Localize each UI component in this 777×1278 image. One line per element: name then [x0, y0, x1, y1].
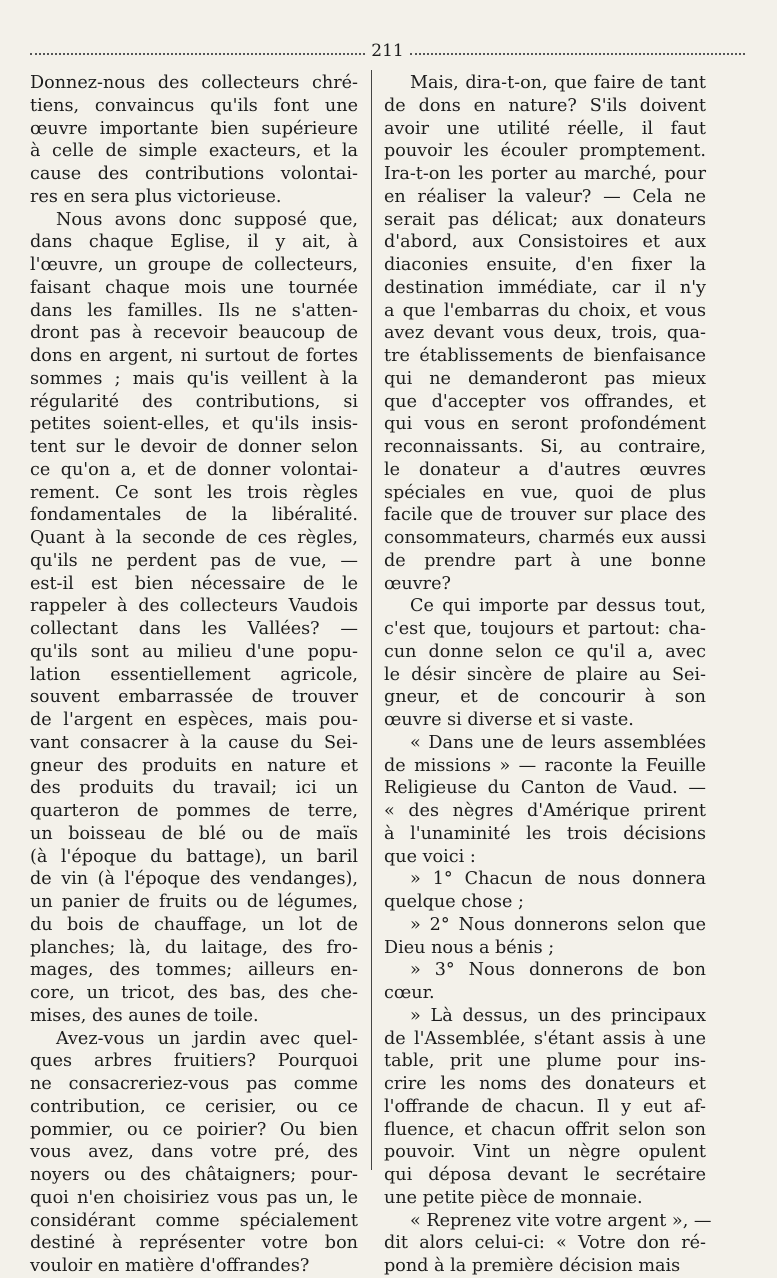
text-line: vouloir en matière d'offrandes?: [30, 1256, 310, 1276]
text-line: pouvoir. Vint un nègre opulent: [384, 1142, 706, 1163]
text-line: Dieu nous a bénis ;: [384, 937, 555, 958]
text-line: noyers ou des châtaigners; pour-: [30, 1165, 358, 1185]
text-line: une petite pièce de monnaie.: [384, 1187, 643, 1208]
text-line: est-il est bien nécessaire de le: [30, 573, 358, 594]
text-line: en réaliser la valeur? — Cela ne: [384, 186, 706, 207]
text-line: contribution, ce cerisier, ou ce: [30, 1096, 358, 1117]
text-line: crire les noms des donateurs et: [384, 1074, 706, 1094]
text-line: dans chaque Eglise, il y ait, à: [30, 232, 358, 253]
header-rule-right: [410, 53, 745, 55]
column-divider: [371, 70, 372, 1170]
text-line: de missions » — raconte la Feuille: [384, 755, 706, 776]
text-line: pouvoir les écouler promptement.: [384, 141, 706, 162]
text-line: des produits du travail; ici un: [30, 778, 358, 799]
text-line: planches; là, du laitage, des fro-: [30, 937, 358, 958]
text-line: qu'ils sont au milieu d'une popu-: [30, 641, 358, 662]
text-line: « des nègres d'Amérique prirent: [384, 801, 706, 821]
text-line: dront pas à recevoir beaucoup de: [30, 323, 358, 344]
text-line: considérant comme spécialement: [30, 1210, 358, 1231]
text-line: mises, des aunes de toile.: [30, 1005, 259, 1026]
text-line: un boisseau de blé ou de maïs: [30, 823, 358, 844]
text-line: destiné à représenter votre bon: [30, 1233, 358, 1254]
text-line: faisant chaque mois une tournée: [30, 277, 358, 298]
text-line: consommateurs, charmés eux aussi: [384, 528, 706, 548]
text-line: destination immédiate, car il n'y: [384, 277, 706, 298]
text-line: Avez-vous un jardin avec quel-: [56, 1028, 358, 1049]
text-line: de prendre part à une bonne: [384, 550, 706, 571]
text-line: Nous avons donc supposé que,: [56, 209, 358, 230]
text-line: Religieuse du Canton de Vaud. —: [384, 778, 706, 799]
text-line: à celle de simple exacteurs, et la: [30, 141, 358, 162]
text-line: c'est que, toujours et partout: cha-: [384, 619, 706, 639]
text-line: facile que de trouver sur place des: [384, 505, 706, 526]
text-line: serait pas délicat; aux donateurs: [384, 209, 706, 230]
text-line: le donateur a d'autres œuvres: [384, 459, 706, 480]
right-column: [384, 72, 712, 1278]
text-line: avez devant vous deux, trois, qua-: [384, 323, 706, 344]
text-line: Ce qui importe par dessus tout,: [410, 596, 706, 617]
text-line: cun donne selon ce qu'il a, avec: [384, 641, 706, 662]
text-line: rappeler à des collecteurs Vaudois: [30, 596, 358, 617]
text-line: qui ne demanderont pas mieux: [384, 368, 706, 389]
text-line: du bois de chauffage, un lot de: [30, 914, 358, 935]
text-line: d'abord, aux Consistoires et aux: [384, 232, 706, 253]
text-line: Donnez-nous des collecteurs chré-: [30, 73, 358, 93]
text-line: vous avez, dans votre pré, des: [30, 1142, 358, 1163]
text-line: le désir sincère de plaire au Sei-: [384, 664, 706, 685]
text-line: quelque chose ;: [384, 892, 524, 912]
text-line: diaconies ensuite, d'en fixer la: [384, 255, 706, 275]
text-line: un panier de fruits ou de légumes,: [30, 892, 358, 912]
text-line: qui vous en seront profondément: [384, 414, 706, 435]
text-line: œuvre?: [384, 573, 451, 594]
text-line: gneur des produits en nature et: [30, 755, 358, 776]
text-line: tre établissements de bienfaisance: [384, 346, 706, 366]
text-line: ques arbres fruitiers? Pourquoi: [30, 1051, 358, 1072]
text-line: que d'accepter vos offrandes, et: [384, 391, 706, 412]
text-line: œuvre importante bien supérieure: [30, 118, 358, 139]
header-rule-left: [30, 53, 365, 55]
text-line: dit alors celui-ci: « Votre don ré-: [384, 1233, 706, 1254]
text-line: » Là dessus, un des principaux: [410, 1005, 706, 1026]
text-line: quoi n'en choisiriez vous pas un, le: [30, 1187, 358, 1208]
text-line: res en sera plus victorieuse.: [30, 186, 282, 207]
text-line: cœur.: [384, 983, 435, 1003]
text-line: cause des contributions volontai-: [30, 164, 358, 184]
text-line: Quant à la seconde de ces règles,: [30, 528, 358, 548]
text-line: fluence, et chacun offrit selon son: [384, 1119, 706, 1140]
text-line: a que l'embarras du choix, et vous: [384, 300, 706, 321]
left-column: [30, 72, 358, 1278]
text-line: de vin (à l'époque des vendanges),: [30, 869, 358, 890]
text-line: souvent embarrassée de trouver: [30, 687, 358, 708]
text-line: table, prit une plume pour ins-: [384, 1051, 706, 1072]
text-line: qui déposa devant le secrétaire: [384, 1165, 706, 1185]
text-line: l'offrande de chacun. Il y eut af-: [384, 1096, 706, 1117]
text-line: collectant dans les Vallées? —: [30, 619, 358, 639]
text-line: à l'unaminité les trois décisions: [384, 823, 706, 844]
text-line: tiens, convaincus qu'ils font une: [30, 95, 358, 116]
text-line: quarteron de pommes de terre,: [30, 801, 358, 821]
text-line: pommier, ou ce poirier? Ou bien: [30, 1119, 358, 1140]
text-line: core, un tricot, des bas, des che-: [30, 983, 358, 1003]
text-line: rement. Ce sont les trois règles: [30, 482, 358, 503]
text-line: pond à la première décision mais: [384, 1256, 681, 1276]
text-line: l'œuvre, un groupe de collecteurs,: [30, 255, 358, 275]
text-line: tent sur le devoir de donner selon: [30, 437, 358, 457]
page-header: [30, 40, 745, 62]
text-line: ne consacreriez-vous pas comme: [30, 1074, 358, 1094]
text-line: « Reprenez vite votre argent », —: [410, 1210, 712, 1231]
text-line: Mais, dira-t-on, que faire de tant: [410, 73, 706, 93]
page-number: 211: [371, 40, 404, 61]
text-line: sommes ; mais qu'is veillent à la: [30, 368, 358, 389]
text-line: reconnaissants. Si, au contraire,: [384, 437, 706, 457]
text-line: de l'Assemblée, s'étant assis à une: [384, 1028, 706, 1049]
text-line: avoir une utilité réelle, il faut: [384, 118, 706, 139]
text-line: (à l'époque du battage), un baril: [30, 846, 358, 867]
text-line: lation essentiellement agricole,: [30, 664, 358, 685]
text-line: spéciales en vue, quoi de plus: [384, 482, 706, 503]
text-line: » 1° Chacun de nous donnera: [410, 869, 706, 890]
text-line: que voici :: [384, 846, 476, 867]
text-line: Ira-t-on les porter au marché, pour: [384, 164, 706, 184]
text-line: » 3° Nous donnerons de bon: [410, 960, 706, 981]
text-line: fondamentales de la libéralité.: [30, 505, 358, 526]
text-line: de dons en nature? S'ils doivent: [384, 95, 706, 116]
text-line: gneur, et de concourir à son: [384, 687, 706, 708]
text-line: « Dans une de leurs assemblées: [410, 732, 706, 753]
text-line: vant consacrer à la cause du Sei-: [30, 732, 358, 753]
text-line: régularité des contributions, si: [30, 391, 358, 412]
text-line: dans les familles. Ils ne s'atten-: [30, 300, 358, 321]
text-line: qu'ils ne perdent pas de vue, —: [30, 550, 358, 571]
text-line: mages, des tommes; ailleurs en-: [30, 960, 358, 981]
text-line: œuvre si diverse et si vaste.: [384, 710, 634, 730]
text-line: ce qu'on a, et de donner volontai-: [30, 459, 358, 480]
text-line: de l'argent en espèces, mais pou-: [30, 710, 358, 730]
text-line: petites soient-elles, et qu'ils insis-: [30, 414, 358, 435]
text-line: » 2° Nous donnerons selon que: [410, 914, 706, 935]
text-line: dons en argent, ni surtout de fortes: [30, 346, 358, 366]
